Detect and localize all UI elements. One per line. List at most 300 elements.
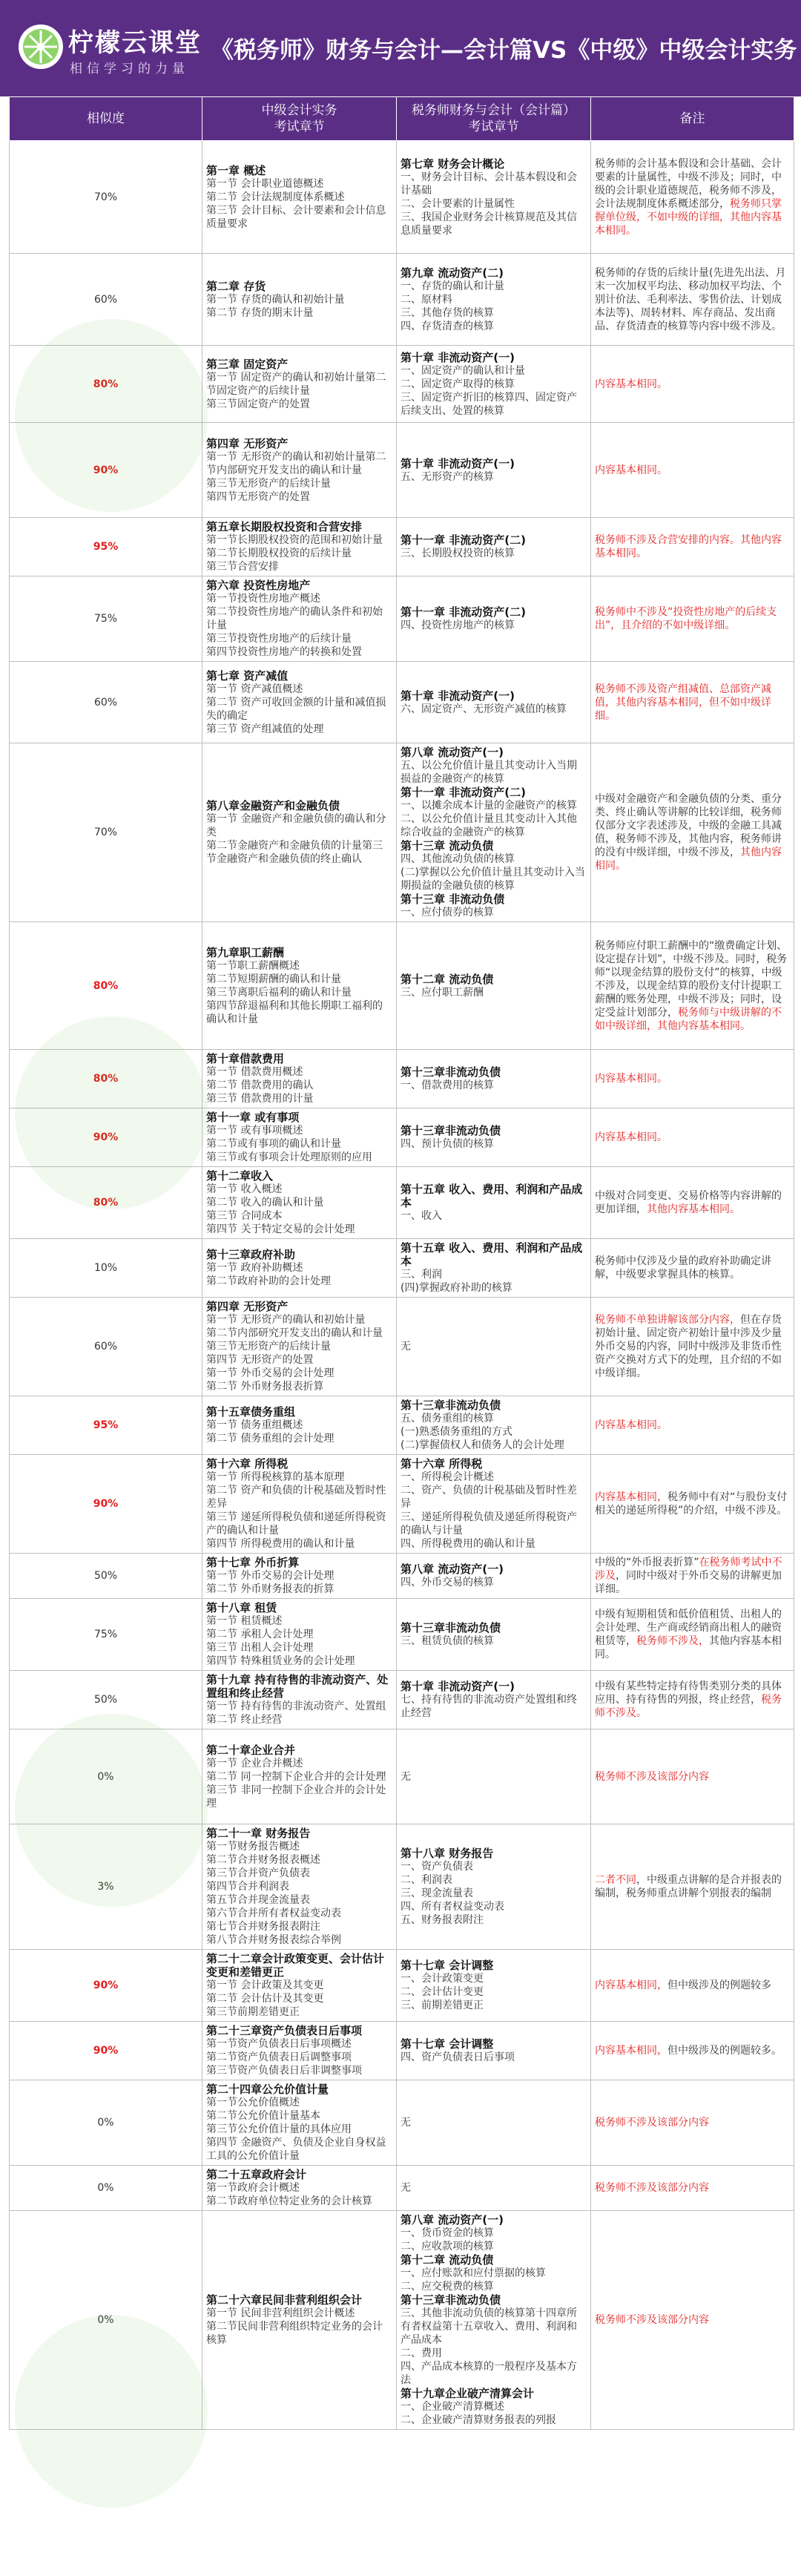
chapter-title: 第二十一章 财务报告 — [206, 1827, 311, 1840]
remark-text: 内容基本相同。 — [595, 464, 668, 476]
section-item: 四、产品成本核算的一般程序及基本方法 — [400, 2361, 577, 2386]
tax-agent-chapter-cell — [397, 1298, 591, 1396]
intermediate-chapter-cell — [202, 1824, 397, 1950]
section-item: 第三节 非同一控制下企业合并的会计处理 — [206, 1784, 386, 1810]
tax-agent-chapter-cell — [397, 254, 591, 346]
intermediate-chapter-cell — [202, 1167, 397, 1239]
section-item: 第一节 收入概述 — [206, 1183, 283, 1195]
chapter-title: 第八章 流动资产(一) — [400, 1563, 504, 1576]
remark-text: 税务师不涉及该部分内容 — [595, 1770, 709, 1783]
remark-text: 中级对金融资产和金融负债的分类、重分类、终止确认等讲解的比较详细，税务师仅部分文字表述涉及，中级的金融工具减值，税务师不涉及，其他内容，税务师讲的没有中级详细，中级不涉及， — [595, 793, 782, 858]
table-row — [10, 1167, 794, 1239]
section-item: 二、固定资产取得的核算 — [400, 378, 515, 390]
section-item: 第六节合并所有者权益变动表 — [206, 1908, 341, 1919]
intermediate-chapter-cell — [202, 1108, 397, 1167]
remark-cell — [591, 254, 794, 346]
section-item: 四、存货清查的核算 — [400, 320, 494, 332]
intermediate-chapter-cell — [202, 1455, 397, 1554]
section-item: 第三节投资性房地产的后续计量 — [206, 633, 352, 645]
remark-cell — [591, 1239, 794, 1298]
table-row — [10, 576, 794, 662]
remark-cell — [591, 2022, 794, 2080]
column-header-remarks: 备注 — [591, 97, 794, 141]
similarity-cell: 50% — [10, 1554, 202, 1599]
section-item: 一、财务会计目标、会计基本假设和会计基础 — [400, 171, 577, 197]
section-item: 第二节 终止经营 — [206, 1714, 283, 1726]
section-item: 第三节 借款费用的计量 — [206, 1093, 314, 1105]
tax-agent-chapter-cell — [397, 2211, 591, 2430]
chapter-title: 第二十五章政府会计 — [206, 2168, 307, 2181]
chapter-title: 第十三章非流动负债 — [400, 1124, 501, 1137]
section-item: 第三节资产负债表日后非调整事项 — [206, 2065, 362, 2077]
chapter-title: 第十章 非流动资产(一) — [400, 350, 515, 364]
chapter-title: 第十一章 或有事项 — [206, 1111, 300, 1124]
remark-text: 内容基本相同， — [595, 1979, 668, 1991]
column-header-intermediate-chapters: 中级会计实务 考试章节 — [202, 97, 397, 141]
chapter-title: 第十章 非流动资产(一) — [400, 1680, 515, 1693]
remark-text: 其他内容基本相同。 — [595, 1635, 782, 1660]
table-row — [10, 922, 794, 1050]
chapter-title: 第十七章 会计调整 — [400, 2037, 494, 2051]
tax-agent-chapter-cell — [397, 1950, 591, 2022]
section-item: 无 — [400, 1341, 411, 1353]
section-item: 第二节或有事项的确认和计量 — [206, 1138, 341, 1150]
remark-cell — [591, 1671, 794, 1729]
remark-text: 税务师不涉及， — [636, 1635, 709, 1647]
tax-agent-chapter-cell — [397, 423, 591, 518]
section-item: 第一节 所得税核算的基本原理 — [206, 1471, 345, 1483]
intermediate-chapter-cell — [202, 1554, 397, 1599]
section-item: 第一节 外币交易的会计处理 — [206, 1367, 334, 1379]
section-item: 第四节 特殊租赁业务的会计处理 — [206, 1655, 355, 1667]
section-item: 三、长期股权投资的核算 — [400, 548, 515, 559]
table-row — [10, 2166, 794, 2211]
chapter-title: 第九章 流动资产(二) — [400, 266, 504, 280]
section-item: 一、借款费用的核算 — [400, 1080, 494, 1091]
section-item: 三、应付职工薪酬 — [400, 986, 484, 999]
section-item: 第三节合并资产负债表 — [206, 1867, 310, 1879]
remark-cell — [591, 1554, 794, 1599]
remark-text: 中级的“外币报表折算” — [595, 1557, 699, 1568]
remark-cell — [591, 1824, 794, 1950]
page-title: 《税务师》财务与会计—会计篇VS《中级》中级会计实务 — [211, 37, 797, 64]
chapter-title: 第八章 流动资产(一) — [400, 2213, 504, 2227]
tax-agent-chapter-cell — [397, 1167, 591, 1239]
section-item: 第三节 合同成本 — [206, 1210, 283, 1222]
section-item: 一、所得税会计概述 — [400, 1471, 494, 1483]
chapter-title: 第六章 投资性房地产 — [206, 579, 311, 592]
similarity-cell: 80% — [10, 1167, 202, 1239]
tax-agent-chapter-cell — [397, 1108, 591, 1167]
remark-text: 税务师不涉及。 — [595, 1694, 782, 1719]
chapter-title: 第七章 资产减值 — [206, 668, 289, 683]
intermediate-chapter-cell — [202, 518, 397, 576]
table-body — [10, 141, 794, 2430]
remark-text: 但中级涉及的例题较多 — [668, 1979, 771, 1991]
similarity-cell: 60% — [10, 1298, 202, 1396]
remark-cell — [591, 423, 794, 518]
similarity-cell: 0% — [10, 2211, 202, 2430]
intermediate-chapter-cell — [202, 2080, 397, 2166]
chapter-title: 第二十三章资产负债表日后事项 — [206, 2024, 363, 2037]
similarity-cell: 95% — [10, 1396, 202, 1455]
section-item: 第一节长期股权投资的范围和初始计量 — [206, 534, 383, 546]
section-item: 第五节合并现金流量表 — [206, 1894, 310, 1906]
similarity-cell: 0% — [10, 2080, 202, 2166]
remark-cell — [591, 662, 794, 743]
section-item: 一、存货的确认和计量 — [400, 280, 504, 292]
section-item: 第二节投资性房地产的确认条件和初始计量 — [206, 606, 383, 631]
tax-agent-chapter-cell — [397, 662, 591, 743]
remark-cell — [591, 518, 794, 576]
section-item: (四)掌握政府补助的核算 — [400, 1282, 512, 1294]
section-item: 五、财务报表附注 — [400, 1914, 484, 1926]
section-item: 四、所得税费用的确认和计量 — [400, 1538, 535, 1550]
remark-text: 税务师不涉及该部分内容 — [595, 2314, 709, 2326]
remark-text: 税务师不涉及合营安排的内容。 — [595, 534, 740, 546]
tax-agent-chapter-cell — [397, 141, 591, 254]
table-row — [10, 1455, 794, 1554]
intermediate-chapter-cell — [202, 2211, 397, 2430]
table-row — [10, 346, 794, 423]
remark-text: 内容基本相同。 — [595, 1073, 668, 1085]
tax-agent-chapter-cell — [397, 346, 591, 423]
section-item: 第二节长期股权投资的后续计量 — [206, 548, 352, 559]
similarity-cell: 60% — [10, 254, 202, 346]
remark-text: 税务师中仅涉及少量的政府补助确定讲解，中级要求掌握具体的核算。 — [595, 1255, 771, 1281]
remark-text: 但中级涉及的例题较多。 — [668, 2045, 782, 2057]
section-item: 第四节 金融资产、负债及企业自身权益工具的公允价值计量 — [206, 2137, 386, 2162]
remark-text: 在税务师考试中不涉及 — [595, 1557, 782, 1582]
section-item: 第三节离职后福利的确认和计量 — [206, 986, 352, 999]
remark-text: 二者不同 — [595, 1874, 636, 1886]
section-item: 三、利润 — [400, 1269, 442, 1281]
similarity-cell: 75% — [10, 1599, 202, 1671]
chapter-title: 第十三章 非流动负债 — [400, 893, 505, 906]
section-item: 一、应付债券的核算 — [400, 907, 494, 919]
tax-agent-chapter-cell — [397, 1396, 591, 1455]
section-item: 一、货币资金的核算 — [400, 2227, 494, 2239]
chapter-title: 第十五章债务重组 — [206, 1405, 296, 1419]
section-item: 第一节职工薪酬概述 — [206, 959, 300, 972]
section-item: 二、以公允价值计量且其变动计入其他综合收益的金融资产的核算 — [400, 813, 577, 838]
section-item: 第二节民间非营利组织特定业务的会计核算 — [206, 2321, 383, 2346]
section-item: 四、其他流动负债的核算 — [400, 853, 515, 865]
section-item: 五、以公允价值计量且其变动计入当期损益的金融资产的核算 — [400, 760, 577, 785]
chapter-title: 第五章长期股权投资和合营安排 — [206, 520, 363, 533]
section-item: 二、应交税费的核算 — [400, 2281, 494, 2293]
section-item: 第一节财务报告概述 — [206, 1841, 300, 1853]
chapter-title: 第十三章政府补助 — [206, 1248, 296, 1261]
table-row — [10, 1599, 794, 1671]
chapter-title: 第十七章 外币折算 — [206, 1556, 300, 1569]
chapter-title: 第十章借款费用 — [206, 1052, 285, 1065]
section-item: 第二节公允价值计量基本 — [206, 2110, 320, 2122]
chapter-title: 第十二章 流动负债 — [400, 972, 494, 986]
remark-text: ，同时中级对于外币交易的讲解更加详细。 — [595, 1570, 782, 1595]
tax-agent-chapter-cell — [397, 1239, 591, 1298]
similarity-cell: 90% — [10, 2022, 202, 2080]
section-item: 第四节 所得税费用的确认和计量 — [206, 1538, 355, 1550]
section-item: 三、递延所得税负债及递延所得税资产的确认与计量 — [400, 1511, 577, 1537]
similarity-cell: 10% — [10, 1239, 202, 1298]
remark-text: 税务师不单独讲解该部分内容， — [595, 1314, 740, 1326]
section-item: 第四节合并利润表 — [206, 1881, 289, 1893]
table-row — [10, 1239, 794, 1298]
section-item: 第三节或有事项会计处理原则的应用 — [206, 1151, 372, 1163]
remark-text: 但在存货初始计量、固定资产初始计量中涉及少量外币交易的内容，同时中级涉及非货币性资产交换对方式下的处理，且介绍的不如中级详细。 — [595, 1314, 782, 1379]
table-row — [10, 1729, 794, 1824]
section-item: 第二节资产负债表日后调整事项 — [206, 2051, 352, 2063]
tax-agent-chapter-cell — [397, 1599, 591, 1671]
similarity-cell: 75% — [10, 576, 202, 662]
intermediate-chapter-cell — [202, 662, 397, 743]
section-item: 第一节 外币交易的会计处理 — [206, 1570, 334, 1582]
table-row — [10, 743, 794, 922]
chapter-title: 第十三章非流动负债 — [400, 1621, 501, 1634]
similarity-cell: 70% — [10, 141, 202, 254]
section-item: 一、企业破产清算概述 — [400, 2401, 504, 2413]
section-item: 无 — [400, 2182, 411, 2194]
section-item: 五、无形资产的核算 — [400, 470, 494, 483]
intermediate-chapter-cell — [202, 1050, 397, 1108]
section-item: 第三节合营安排 — [206, 561, 279, 573]
similarity-cell: 60% — [10, 662, 202, 743]
remark-cell — [591, 346, 794, 423]
section-item: 第一节 资产减值概述 — [206, 683, 303, 695]
chapter-title: 第十二章收入 — [206, 1169, 274, 1183]
similarity-cell: 95% — [10, 518, 202, 576]
section-item: 二、企业破产清算财务报表的列报 — [400, 2414, 556, 2426]
section-item: 四、投资性房地产的核算 — [400, 620, 515, 631]
section-item: 一、以摊余成本计量的金融资产的核算 — [400, 800, 577, 812]
section-item: 第一节投资性房地产概述 — [206, 593, 320, 605]
remark-text: 中级有短期租赁和低价值租赁、出租人的会计处理、生产商或经销商出租人的融资租赁等， — [595, 1609, 782, 1647]
remark-text: 内容基本相同， — [595, 1491, 668, 1503]
section-item: 第一节 会计政策及其变更 — [206, 1979, 324, 1991]
remark-text: 其他内容基本相同。 — [647, 1203, 740, 1215]
column-header-tax-agent-chapters: 税务师财务与会计（会计篇） 考试章节 — [397, 97, 591, 141]
intermediate-chapter-cell — [202, 743, 397, 922]
intermediate-chapter-cell — [202, 1239, 397, 1298]
chapter-title: 第十一章 非流动资产(二) — [400, 533, 526, 547]
chapter-title: 第十三章非流动负债 — [400, 1399, 501, 1412]
tax-agent-chapter-cell — [397, 1554, 591, 1599]
table-row — [10, 518, 794, 576]
section-item: 第二节 外币财务报表折算 — [206, 1381, 324, 1393]
section-item: 第三节无形资产的后续计量 — [206, 1341, 331, 1353]
similarity-cell: 90% — [10, 1455, 202, 1554]
brand-slogan: 相信学习的力量 — [70, 62, 189, 76]
table-row — [10, 1824, 794, 1950]
intermediate-chapter-cell — [202, 1729, 397, 1824]
chapter-title: 第十二章 流动负债 — [400, 2253, 494, 2267]
remark-text: 税务师中有对“与股份支付相关的递延所得税”的介绍，中级不涉及。 — [595, 1491, 788, 1517]
remark-cell — [591, 1950, 794, 2022]
remark-text: 税务师只掌握单位级，不如中级的详细，其他内容基本相同。 — [595, 197, 782, 237]
chapter-title: 第十一章 非流动资产(二) — [400, 786, 526, 799]
chapter-title: 第四章 无形资产 — [206, 436, 289, 450]
similarity-cell: 80% — [10, 346, 202, 423]
section-item: 第一节 无形资产的确认和初始计量 — [206, 1314, 366, 1326]
section-item: 第二节 承租人会计处理 — [206, 1629, 314, 1640]
similarity-cell: 90% — [10, 1950, 202, 2022]
tax-agent-chapter-cell — [397, 576, 591, 662]
chapter-title: 第十七章 会计调整 — [400, 1959, 494, 1972]
section-item: 一、会计政策变更 — [400, 1973, 484, 1985]
table-row — [10, 1554, 794, 1599]
table-row — [10, 1108, 794, 1167]
remark-cell — [591, 2166, 794, 2211]
chapter-title: 第十九章 持有待售的非流动资产、处置组和终止经营 — [206, 1673, 389, 1700]
section-item: 第二节 债务重组的会计处理 — [206, 1433, 334, 1445]
section-item: 第二节合并财务报表概述 — [206, 1854, 320, 1866]
table-row — [10, 1298, 794, 1396]
section-item: 二、原材料 — [400, 293, 452, 306]
chapter-title: 第二十二章会计政策变更、会计估计变更和差错更正 — [206, 1952, 385, 1979]
section-item: 第三节公允价值计量的具体应用 — [206, 2123, 352, 2135]
intermediate-chapter-cell — [202, 141, 397, 254]
section-item: 第二节 外币财务报表的折算 — [206, 1583, 334, 1595]
remark-text: 税务师中不涉及“投资性房地产的后续支出”，且介绍的不如中级详细。 — [595, 606, 777, 631]
section-item: 三、固定资产折旧的核算四、固定资产后续支出、处置的核算 — [400, 391, 577, 417]
section-item: 第二节金融资产和金融负债的计量第三节金融资产和金融负债的终止确认 — [206, 840, 383, 865]
similarity-cell: 90% — [10, 1108, 202, 1167]
tax-agent-chapter-cell — [397, 1824, 591, 1950]
tax-agent-chapter-cell — [397, 1050, 591, 1108]
table-row — [10, 1396, 794, 1455]
remark-text: 税务师与中级讲解的不如中级详细，其他内容基本相同。 — [595, 1006, 782, 1032]
section-item: 二、会计估计变更 — [400, 1986, 484, 1998]
chapter-title: 第十六章 所得税 — [400, 1457, 483, 1471]
section-item: 第一节 无形资产的确认和初始计量第二节内部研究开发支出的确认和计量 — [206, 450, 386, 476]
remark-cell — [591, 922, 794, 1050]
intermediate-chapter-cell — [202, 1671, 397, 1729]
section-item: 第四节无形资产的处置 — [206, 490, 310, 503]
section-item: 第二节 借款费用的确认 — [206, 1080, 314, 1091]
section-item: 第一节公允价值概述 — [206, 2097, 300, 2109]
tax-agent-chapter-cell — [397, 1729, 591, 1824]
tax-agent-chapter-cell — [397, 922, 591, 1050]
section-item: 第三节前期差错更正 — [206, 2006, 300, 2018]
section-item: 第二节 收入的确认和计量 — [206, 1197, 324, 1209]
remark-text: 税务师应付职工薪酬中的“缴费确定计划、设定提存计划”，中级不涉及。同时，税务师“以现金结算的股份支付”的核算，中级不涉及，以现金结算的股份支付计提职工薪酬的账务处理，中级不涉及；同时，设定受益计划部分， — [595, 939, 788, 1019]
section-item: 第一节 债务重组概述 — [206, 1419, 303, 1431]
remark-text: 内容基本相同。 — [595, 1419, 668, 1431]
remark-cell — [591, 1396, 794, 1455]
section-item: 第一节 民间非营利组织会计概述 — [206, 2307, 355, 2319]
intermediate-chapter-cell — [202, 423, 397, 518]
section-item: 第二节政府单位特定业务的会计核算 — [206, 2195, 372, 2207]
section-item: 第二节 资产可收回金额的计量和减值损失的确定 — [206, 696, 386, 722]
chapter-title: 第二章 存货 — [206, 279, 266, 293]
section-item: 第二节内部研究开发支出的确认和计量 — [206, 1327, 383, 1339]
remark-text: 税务师的存货的后续计量(先进先出法、月末一次加权平均法、移动加权平均法、个别计价法、毛利率法、零售价法、计划成本法等)、周转材料、库存商品、发出商品、存货清查的核算等内容中级不涉及。 — [595, 266, 786, 332]
remark-cell — [591, 2211, 794, 2430]
section-item: 无 — [400, 2117, 411, 2129]
section-item: 二、利润表 — [400, 1874, 452, 1886]
chapter-title: 第八章金融资产和金融负债 — [206, 799, 340, 812]
remark-text: 税务师不涉及该部分内容 — [595, 2117, 709, 2129]
section-item: 六、固定资产、无形资产减值的核算 — [400, 703, 567, 715]
intermediate-chapter-cell — [202, 576, 397, 662]
remark-text: 其他内容相同。 — [595, 847, 782, 872]
section-item: 第一节政府会计概述 — [206, 2182, 300, 2194]
section-item: 第三节 递延所得税负债和递延所得税资产的确认和计量 — [206, 1511, 386, 1537]
chapter-title: 第二十四章公允价值计量 — [206, 2083, 329, 2096]
section-item: 三、其他存货的核算 — [400, 306, 494, 319]
remark-text: ，中级重点讲解的是合并报表的编制，税务师重点讲解个别报表的编制 — [595, 1874, 782, 1899]
section-item: 一、资产负债表 — [400, 1861, 473, 1873]
page-header — [0, 0, 801, 96]
column-header-similarity: 相似度 — [10, 97, 202, 141]
chapter-title: 第十九章企业破产清算会计 — [400, 2387, 535, 2400]
section-item: 三、我国企业财务会计核算规范及其信息质量要求 — [400, 211, 577, 237]
section-item: 第三节固定资产的处置 — [206, 398, 310, 410]
section-item: 第一节 金融资产和金融负债的确认和分类 — [206, 813, 386, 838]
section-item: 第一节 或有事项概述 — [206, 1125, 303, 1137]
intermediate-chapter-cell — [202, 346, 397, 423]
chapter-title: 第十八章 财务报告 — [400, 1847, 494, 1860]
section-item: 第二节 同一控制下企业合并的会计处理 — [206, 1770, 386, 1783]
chapter-title: 第十三章非流动负债 — [400, 2293, 501, 2307]
similarity-cell: 80% — [10, 922, 202, 1050]
section-item: 第三节 出租人会计处理 — [206, 1642, 314, 1654]
remark-text: 内容基本相同。 — [595, 1131, 668, 1143]
remark-cell — [591, 2080, 794, 2166]
remark-cell — [591, 1298, 794, 1396]
section-item: 第一节 固定资产的确认和初始计量第二节固定资产的后续计量 — [206, 371, 386, 397]
similarity-cell: 50% — [10, 1671, 202, 1729]
remark-cell — [591, 1599, 794, 1671]
section-item: 第四节 关于特定交易的会计处理 — [206, 1223, 355, 1235]
section-item: 第二节 存货的期末计量 — [206, 306, 314, 319]
section-item: 第三节 会计目标、会计要素和会计信息质量要求 — [206, 204, 386, 230]
section-item: 二、会计要素的计量属性 — [400, 197, 515, 210]
similarity-cell: 0% — [10, 1729, 202, 1824]
section-item: 第一节 政府补助概述 — [206, 1262, 303, 1274]
similarity-cell: 3% — [10, 1824, 202, 1950]
similarity-cell: 90% — [10, 423, 202, 518]
table-row — [10, 1950, 794, 2022]
section-item: 二、资产、负债的计税基础及暂时性差异 — [400, 1485, 577, 1510]
section-item: 三、租赁负债的核算 — [400, 1635, 494, 1647]
tax-agent-chapter-cell — [397, 2080, 591, 2166]
remark-text: 税务师的会计基本假设和会计基础、会计要素的计量属性，中级不涉及；同时，中级的会计职业道德规范，税务师不涉及，会计法规制度体系概述部分， — [595, 157, 782, 210]
remark-cell — [591, 1729, 794, 1824]
section-item: 第二节政府补助的会计处理 — [206, 1275, 331, 1287]
section-item: 第八节合并财务报表综合举例 — [206, 1934, 341, 1946]
intermediate-chapter-cell — [202, 1599, 397, 1671]
remark-cell — [591, 1455, 794, 1554]
chapter-title: 第十六章 所得税 — [206, 1457, 289, 1471]
table-row — [10, 662, 794, 743]
similarity-cell: 0% — [10, 2166, 202, 2211]
chapter-title: 第八章 流动资产(一) — [400, 746, 504, 759]
table-header-row — [10, 97, 794, 141]
section-item: 第四节 无形资产的处置 — [206, 1354, 314, 1366]
table-row — [10, 2211, 794, 2430]
intermediate-chapter-cell — [202, 2166, 397, 2211]
remark-cell — [591, 1108, 794, 1167]
chapter-title: 第二十章企业合并 — [206, 1743, 296, 1757]
remark-cell — [591, 141, 794, 254]
remark-text: 税务师不涉及资产组减值、总部资产减值，其他内容基本相同，但不如中级详细。 — [595, 683, 771, 722]
chapter-title: 第十一章 非流动资产(二) — [400, 605, 526, 619]
section-item: 第一节 会计职业道德概述 — [206, 177, 324, 190]
remark-text: 中级有某些特定持有待售类别分类的具体应用、持有待售的列报，终止经营， — [595, 1680, 782, 1706]
section-item: 四、外币交易的核算 — [400, 1577, 494, 1588]
